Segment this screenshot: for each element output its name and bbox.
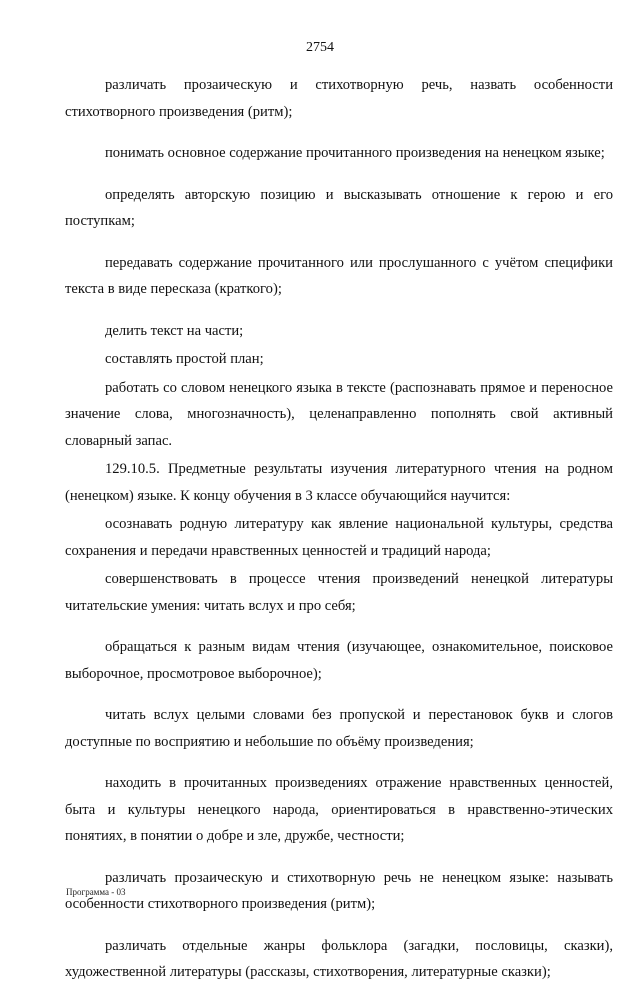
paragraph: обращаться к разным видам чтения (изучающее, ознакомительное, поисковое выборочное, просмотровое выборочное);	[65, 639, 613, 682]
paragraph: работать со словом ненецкого языка в тексте (распознавать прямое и переносное значение слова, многозначность), целенаправленно пополнять свой активный словарный запас.	[65, 379, 613, 449]
paragraph: определять авторскую позицию и высказывать отношение к герою и его поступкам;	[65, 186, 613, 229]
paragraph: осознавать родную литературу как явление национальной культуры, средства сохранения и передачи нравственных ценностей и традиций народа;	[65, 516, 613, 559]
paragraph: находить в прочитанных произведениях отражение нравственных ценностей, быта и культуры ненецкого народа, ориентироваться в нравственно-этических понятиях, в понятии о добре и зле, дружбе, честности;	[65, 775, 613, 844]
paragraph: различать прозаическую и стихотворную речь не ненецком языке: называть особенности стихотворного произведения (ритм);	[65, 869, 613, 912]
section-heading-paragraph: 129.10.5. Предметные результаты изучения литературного чтения на родном (ненецком) языке. К концу обучения в 3 классе обучающийся научится:	[65, 461, 613, 504]
paragraph: передавать содержание прочитанного или прослушанного с учётом специфики текста в виде пересказа (краткого);	[65, 254, 613, 297]
page-number: 2754	[306, 40, 334, 55]
paragraph: различать отдельные жанры фольклора (загадки, пословицы, сказки), художественной литературы (рассказы, стихотворения, литературные сказки);	[65, 937, 613, 980]
paragraph: делить текст на части;	[105, 322, 244, 339]
paragraph: понимать основное содержание прочитанного произведения на ненецком языке;	[105, 145, 605, 161]
document-body	[65, 72, 613, 1001]
paragraph: различать прозаическую и стихотворную речь, назвать особенности стихотворного произведения (ритм);	[65, 77, 613, 120]
paragraph: совершенствовать в процессе чтения произведений ненецкой литературы читательские умения: читать вслух и про себя;	[65, 571, 613, 614]
paragraph: читать вслух целыми словами без пропуской и перестановок букв и слогов доступные по восприятию и небольшие по объёму произведения;	[65, 707, 613, 750]
document-footer: Программа - 03	[66, 887, 126, 897]
paragraph: составлять простой план;	[105, 351, 264, 367]
